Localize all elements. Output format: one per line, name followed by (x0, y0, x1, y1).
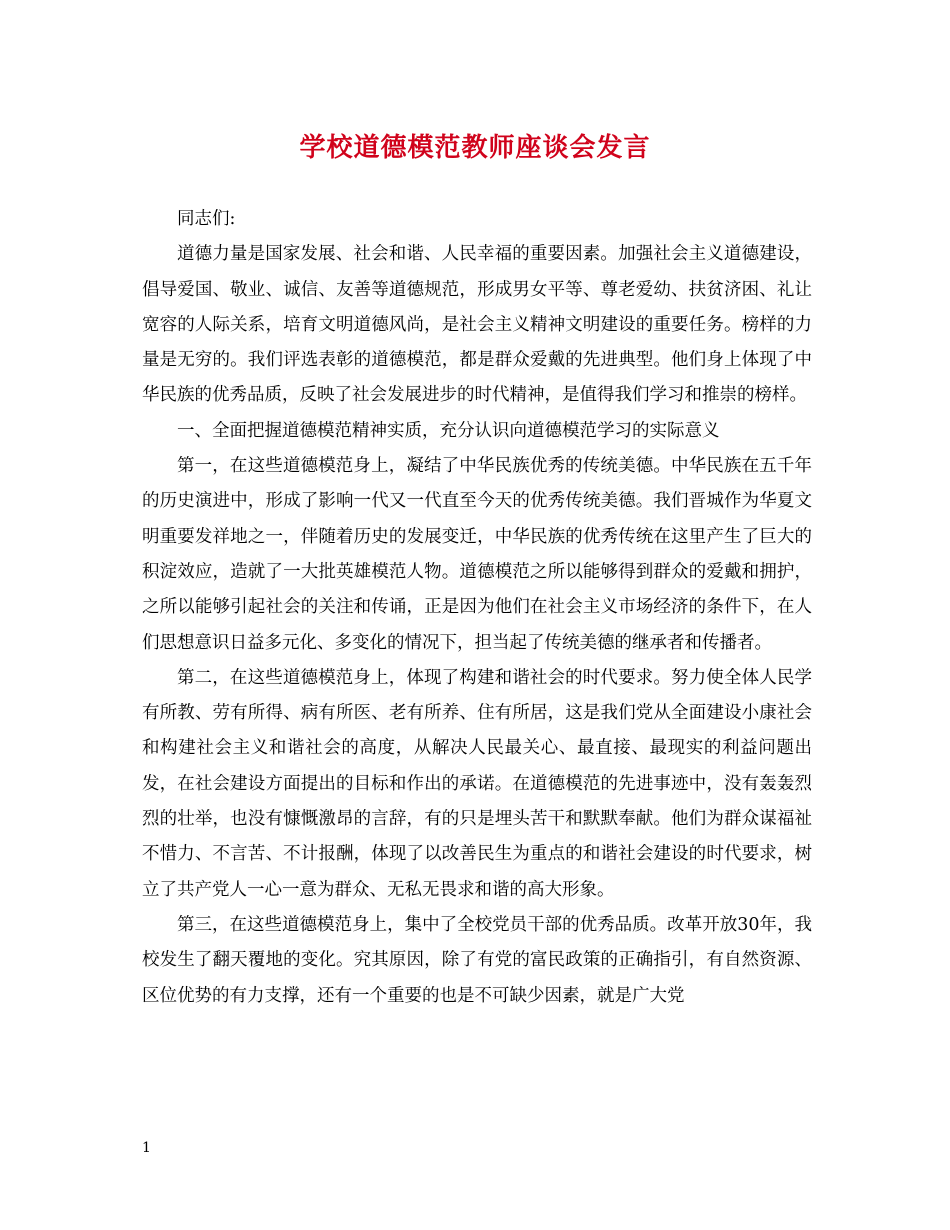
body-paragraph: 第二，在这些道德模范身上，体现了构建和谐社会的时代要求。努力使全体人民学有所教、劳有所得、病有所医、老有所养、住有所居，这是我们党从全面建设小康社会和构建社会主义和谐社会的高度，从解决人民最关心、最直接、最现实的利益问题出发，在社会建设方面提出的目标和作出的承诺。在道德模范的先进事迹中，没有轰轰烈烈的壮举，也没有慷慨激昂的言辞，有的只是埋头苦干和默默奉献。他们为群众谋福祉不惜力、不言苦、不计报酬，体现了以改善民生为重点的和谐社会建设的时代要求，树立了共产党人一心一意为群众、无私无畏求和谐的高大形象。 (142, 667, 812, 900)
body-paragraph: 第三，在这些道德模范身上，集中了全校党员干部的优秀品质。改革开放30年，我校发生了翻天覆地的变化。究其原因，除了有党的富民政策的正确指引，有自然资源、区位优势的有力支撑，还有一个重要的也是不可缺少因素，就是广大党 (142, 914, 812, 1006)
document-body (142, 202, 812, 1014)
intro-paragraph: 道德力量是国家发展、社会和谐、人民幸福的重要因素。加强社会主义道德建设，倡导爱国、敬业、诚信、友善等道德规范，形成男女平等、尊老爱幼、扶贫济困、礼让宽容的人际关系，培育文明道德风尚，是社会主义精神文明建设的重要任务。榜样的力量是无穷的。我们评选表彰的道德模范，都是群众爱戴的先进典型。他们身上体现了中华民族的优秀品质，反映了社会发展进步的时代精神，是值得我们学习和推崇的榜样。 (142, 244, 812, 406)
section-heading: 一、全面把握道德模范精神实质，充分认识向道德模范学习的实际意义 (177, 420, 720, 441)
salutation-paragraph: 同志们: (177, 209, 236, 229)
page-number: 1 (142, 1140, 151, 1156)
body-paragraph: 第一，在这些道德模范身上，凝结了中华民族优秀的传统美德。中华民族在五千年的历史演进中，形成了影响一代又一代直至今天的优秀传统美德。我们晋城作为华夏文明重要发祥地之一，伴随着历史的发展变迁，中华民族的优秀传统在这里产生了巨大的积淀效应，造就了一大批英雄模范人物。道德模范之所以能够得到群众的爱戴和拥护，之所以能够引起社会的关注和传诵，正是因为他们在社会主义市场经济的条件下，在人们思想意识日益多元化、多变化的情况下，担当起了传统美德的继承者和传播者。 (142, 456, 812, 653)
document-title: 学校道德模范教师座谈会发言 (299, 133, 651, 163)
